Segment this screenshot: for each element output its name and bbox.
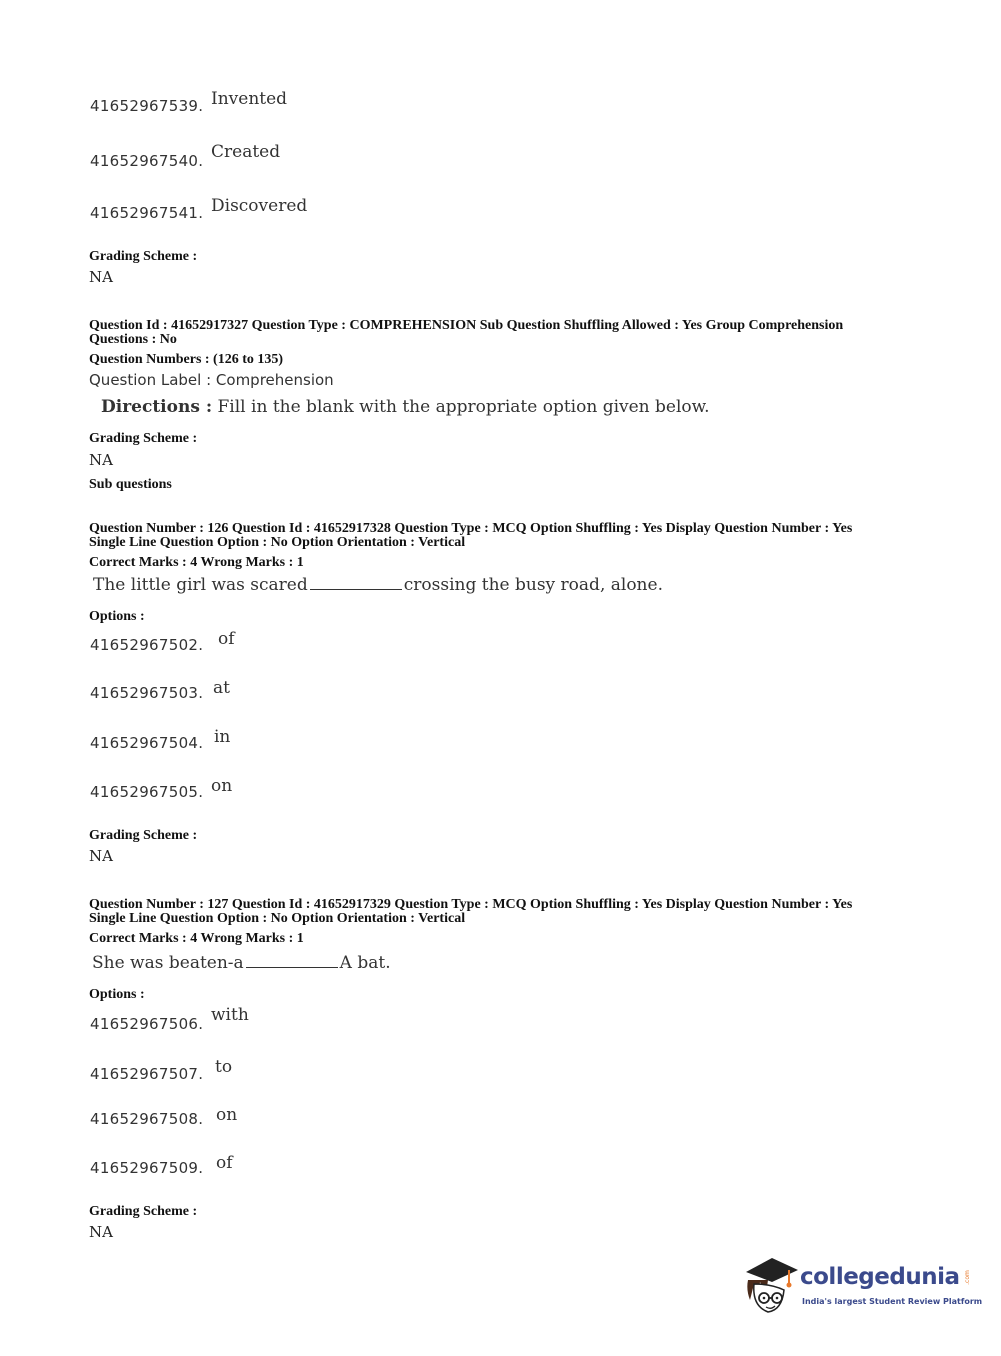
question-text-after: crossing the busy road, alone.	[403, 575, 663, 595]
grading-scheme-label: Grading Scheme :	[89, 431, 198, 446]
option-text: of	[218, 629, 235, 649]
grading-scheme-label: Grading Scheme :	[89, 1204, 198, 1219]
option-text: with	[211, 1005, 249, 1025]
question-marks: Correct Marks : 4 Wrong Marks : 1	[89, 931, 304, 946]
mascot-icon	[742, 1250, 800, 1320]
option-number: 41652967541.	[90, 204, 204, 222]
logo-tagline: India's largest Student Review Platform	[802, 1297, 983, 1306]
answer-blank	[310, 588, 402, 590]
question-text-after: A bat.	[339, 953, 391, 973]
logo-wordmark: collegedunia	[800, 1264, 960, 1290]
directions-text: Fill in the blank with the appropriate option given below.	[217, 397, 710, 417]
question-text-before: The little girl was scared	[93, 575, 308, 595]
option-text: Discovered	[211, 196, 308, 216]
option-text: on	[216, 1105, 238, 1125]
grading-scheme-value: NA	[89, 268, 113, 286]
option-text: Created	[211, 142, 281, 162]
question-meta-line: Single Line Question Option : No Option Orientation : Vertical	[89, 911, 466, 926]
option-number: 41652967502.	[90, 636, 204, 654]
option-text: on	[211, 776, 233, 796]
question-text	[93, 575, 663, 595]
logo-suffix: .com	[963, 1270, 971, 1285]
question-meta-line: Questions : No	[89, 332, 177, 347]
option-number: 41652967509.	[90, 1159, 204, 1177]
option-text: in	[214, 727, 231, 747]
option-number: 41652967505.	[90, 783, 204, 801]
grading-scheme-value: NA	[89, 1223, 113, 1241]
option-text: of	[216, 1153, 233, 1173]
options-label: Options :	[89, 609, 145, 624]
option-number: 41652967503.	[90, 684, 204, 702]
option-number: 41652967507.	[90, 1065, 204, 1083]
grading-scheme-label: Grading Scheme :	[89, 249, 198, 264]
collegedunia-logo	[742, 1250, 983, 1320]
question-meta-line: Single Line Question Option : No Option Orientation : Vertical	[89, 535, 466, 550]
directions-label: Directions :	[101, 397, 213, 417]
question-label: Question Label : Comprehension	[89, 371, 334, 389]
sub-questions-heading: Sub questions	[89, 477, 172, 492]
grading-scheme-value: NA	[89, 451, 113, 469]
option-text: to	[215, 1057, 233, 1077]
question-numbers: Question Numbers : (126 to 135)	[89, 352, 284, 367]
option-text: at	[213, 678, 230, 698]
option-text: Invented	[211, 89, 288, 109]
option-number: 41652967540.	[90, 152, 204, 170]
option-number: 41652967504.	[90, 734, 204, 752]
question-meta-line: Question Id : 41652917327 Question Type : COMPREHENSION Sub Question Shuffling Allowed : Yes Group Comprehension	[89, 318, 844, 333]
grading-scheme-value: NA	[89, 847, 113, 865]
question-text	[92, 953, 391, 973]
answer-blank	[246, 966, 338, 968]
question-marks: Correct Marks : 4 Wrong Marks : 1	[89, 555, 304, 570]
directions	[101, 397, 710, 417]
option-number: 41652967508.	[90, 1110, 204, 1128]
option-number: 41652967539.	[90, 97, 204, 115]
option-number: 41652967506.	[90, 1015, 204, 1033]
options-label: Options :	[89, 987, 145, 1002]
question-meta-line: Question Number : 126 Question Id : 41652917328 Question Type : MCQ Option Shuffling : Yes Display Question Number : Yes	[89, 521, 853, 536]
question-meta-line: Question Number : 127 Question Id : 41652917329 Question Type : MCQ Option Shuffling : Yes Display Question Number : Yes	[89, 897, 853, 912]
grading-scheme-label: Grading Scheme :	[89, 828, 198, 843]
question-text-before: She was beaten-a	[92, 953, 244, 973]
